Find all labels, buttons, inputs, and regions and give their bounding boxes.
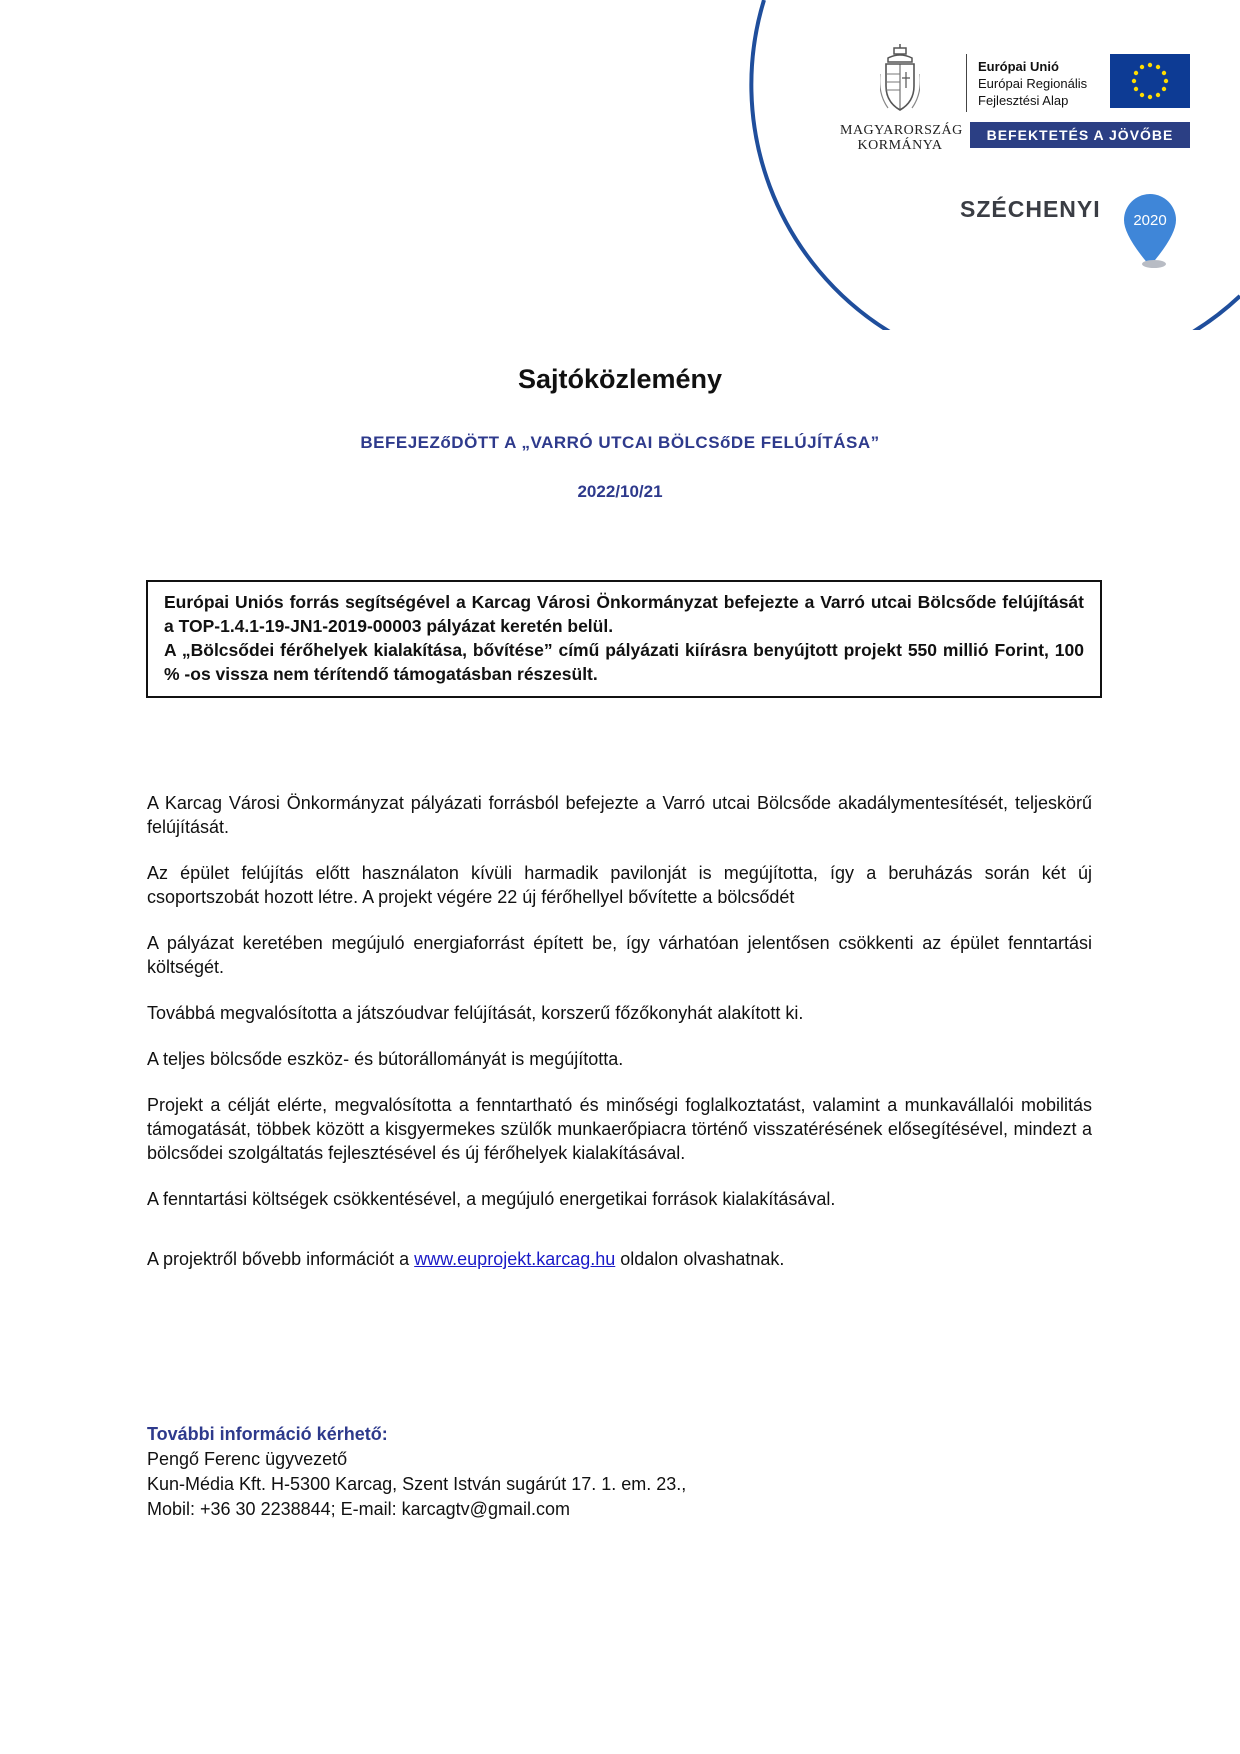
- summary-paragraph: Európai Uniós forrás segítségével a Karcag Városi Önkormányzat befejezte a Varró utcai Bölcsőde felújítását a TOP-1.4.1-19-JN1-2019-00003 pályázat keretén belül.: [164, 592, 1084, 636]
- eu-fund-text: [978, 58, 1087, 109]
- contact-phone-email: Mobil: +36 30 2238844; E-mail: karcagtv@gmail.com: [147, 1499, 570, 1519]
- header-arc: [0, 0, 1240, 330]
- eu-banner: BEFEKTETÉS A JÖVŐBE: [970, 122, 1190, 148]
- eu-divider: [966, 54, 967, 112]
- link-paragraph: [147, 1247, 1092, 1271]
- body-text: [147, 791, 1092, 1293]
- government-name: [840, 123, 963, 153]
- link-sentence-after: oldalon olvashatnak.: [615, 1249, 785, 1269]
- szechenyi-year: 2020: [1133, 212, 1167, 229]
- document-date: 2022/10/21: [577, 482, 663, 501]
- body-paragraph: Az épület felújítás előtt használaton kívüli harmadik pavilonját is megújította, így a beruházás során két új csoportszobát hozott létre. A projekt végére 22 új férőhellyel bővítette a bölcsődét: [147, 863, 1092, 907]
- body-paragraph: A Karcag Városi Önkormányzat pályázati forrásból befejezte a Varró utcai Bölcsőde akadálymentesítését, teljeskörű felújítását.: [147, 793, 1092, 837]
- summary-box: [146, 580, 1102, 698]
- szechenyi-logo-text: SZÉCHENYI: [960, 196, 1101, 222]
- eu-fund-line1: Európai Regionális: [978, 76, 1088, 91]
- document-subtitle: BEFEJEZőDÖTT A „VARRÓ UTCAI BÖLCSőDE FELÚJÍTÁSA”: [360, 433, 880, 452]
- eu-flag-icon: [1110, 54, 1190, 108]
- hungarian-coat-of-arms-icon: [880, 44, 920, 118]
- body-paragraph: Projekt a célját elérte, megvalósította a fenntartható és minőségi foglalkoztatást, valamint a munkavállalói mobilitás támogatását, többek között a kisgyermekes szülők munkaerőpiacra történő visszatérésének elősegítésével, mindezt a bölcsődei szolgáltatás fejlesztésével és új férőhelyek kialakításával.: [147, 1095, 1092, 1163]
- gov-name-line1: MAGYARORSZÁG: [840, 123, 963, 138]
- eu-title: Európai Unió: [978, 59, 1059, 74]
- page-title: Sajtóközlemény: [517, 364, 723, 394]
- contact-section: [147, 1422, 1092, 1522]
- body-paragraph: Továbbá megvalósította a játszóudvar felújítását, korszerű főzőkonyhát alakított ki.: [147, 1003, 804, 1023]
- eu-fund-line2: Fejlesztési Alap: [978, 93, 1069, 108]
- contact-address: Kun-Média Kft. H-5300 Karcag, Szent István sugárút 17. 1. em. 23.,: [147, 1474, 687, 1494]
- summary-paragraph: A „Bölcsődei férőhelyek kialakítása, bővítése” című pályázati kiírásra benyújtott projekt 550 millió Forint, 100 % -os vissza nem térítendő támogatásban részesült.: [164, 640, 1084, 684]
- hungarian-government-logo: [840, 44, 963, 153]
- contact-heading: További információ kérhető:: [147, 1424, 388, 1444]
- gov-name-line2: KORMÁNYA: [857, 138, 943, 153]
- body-paragraph: A pályázat keretében megújuló energiaforrást épített be, így várhatóan jelentősen csökkenti az épület fenntartási költségét.: [147, 933, 1092, 977]
- location-pin-icon: [1120, 192, 1180, 272]
- contact-name: Pengő Ferenc ügyvezető: [147, 1449, 348, 1469]
- project-website-link[interactable]: www.euprojekt.karcag.hu: [414, 1249, 616, 1269]
- body-paragraph: A teljes bölcsőde eszköz- és bútorállományát is megújította.: [147, 1049, 624, 1069]
- body-paragraph: A fenntartási költségek csökkentésével, a megújuló energetikai források kialakításával.: [147, 1189, 836, 1209]
- link-sentence-before: A projektről bővebb információt a: [147, 1249, 415, 1269]
